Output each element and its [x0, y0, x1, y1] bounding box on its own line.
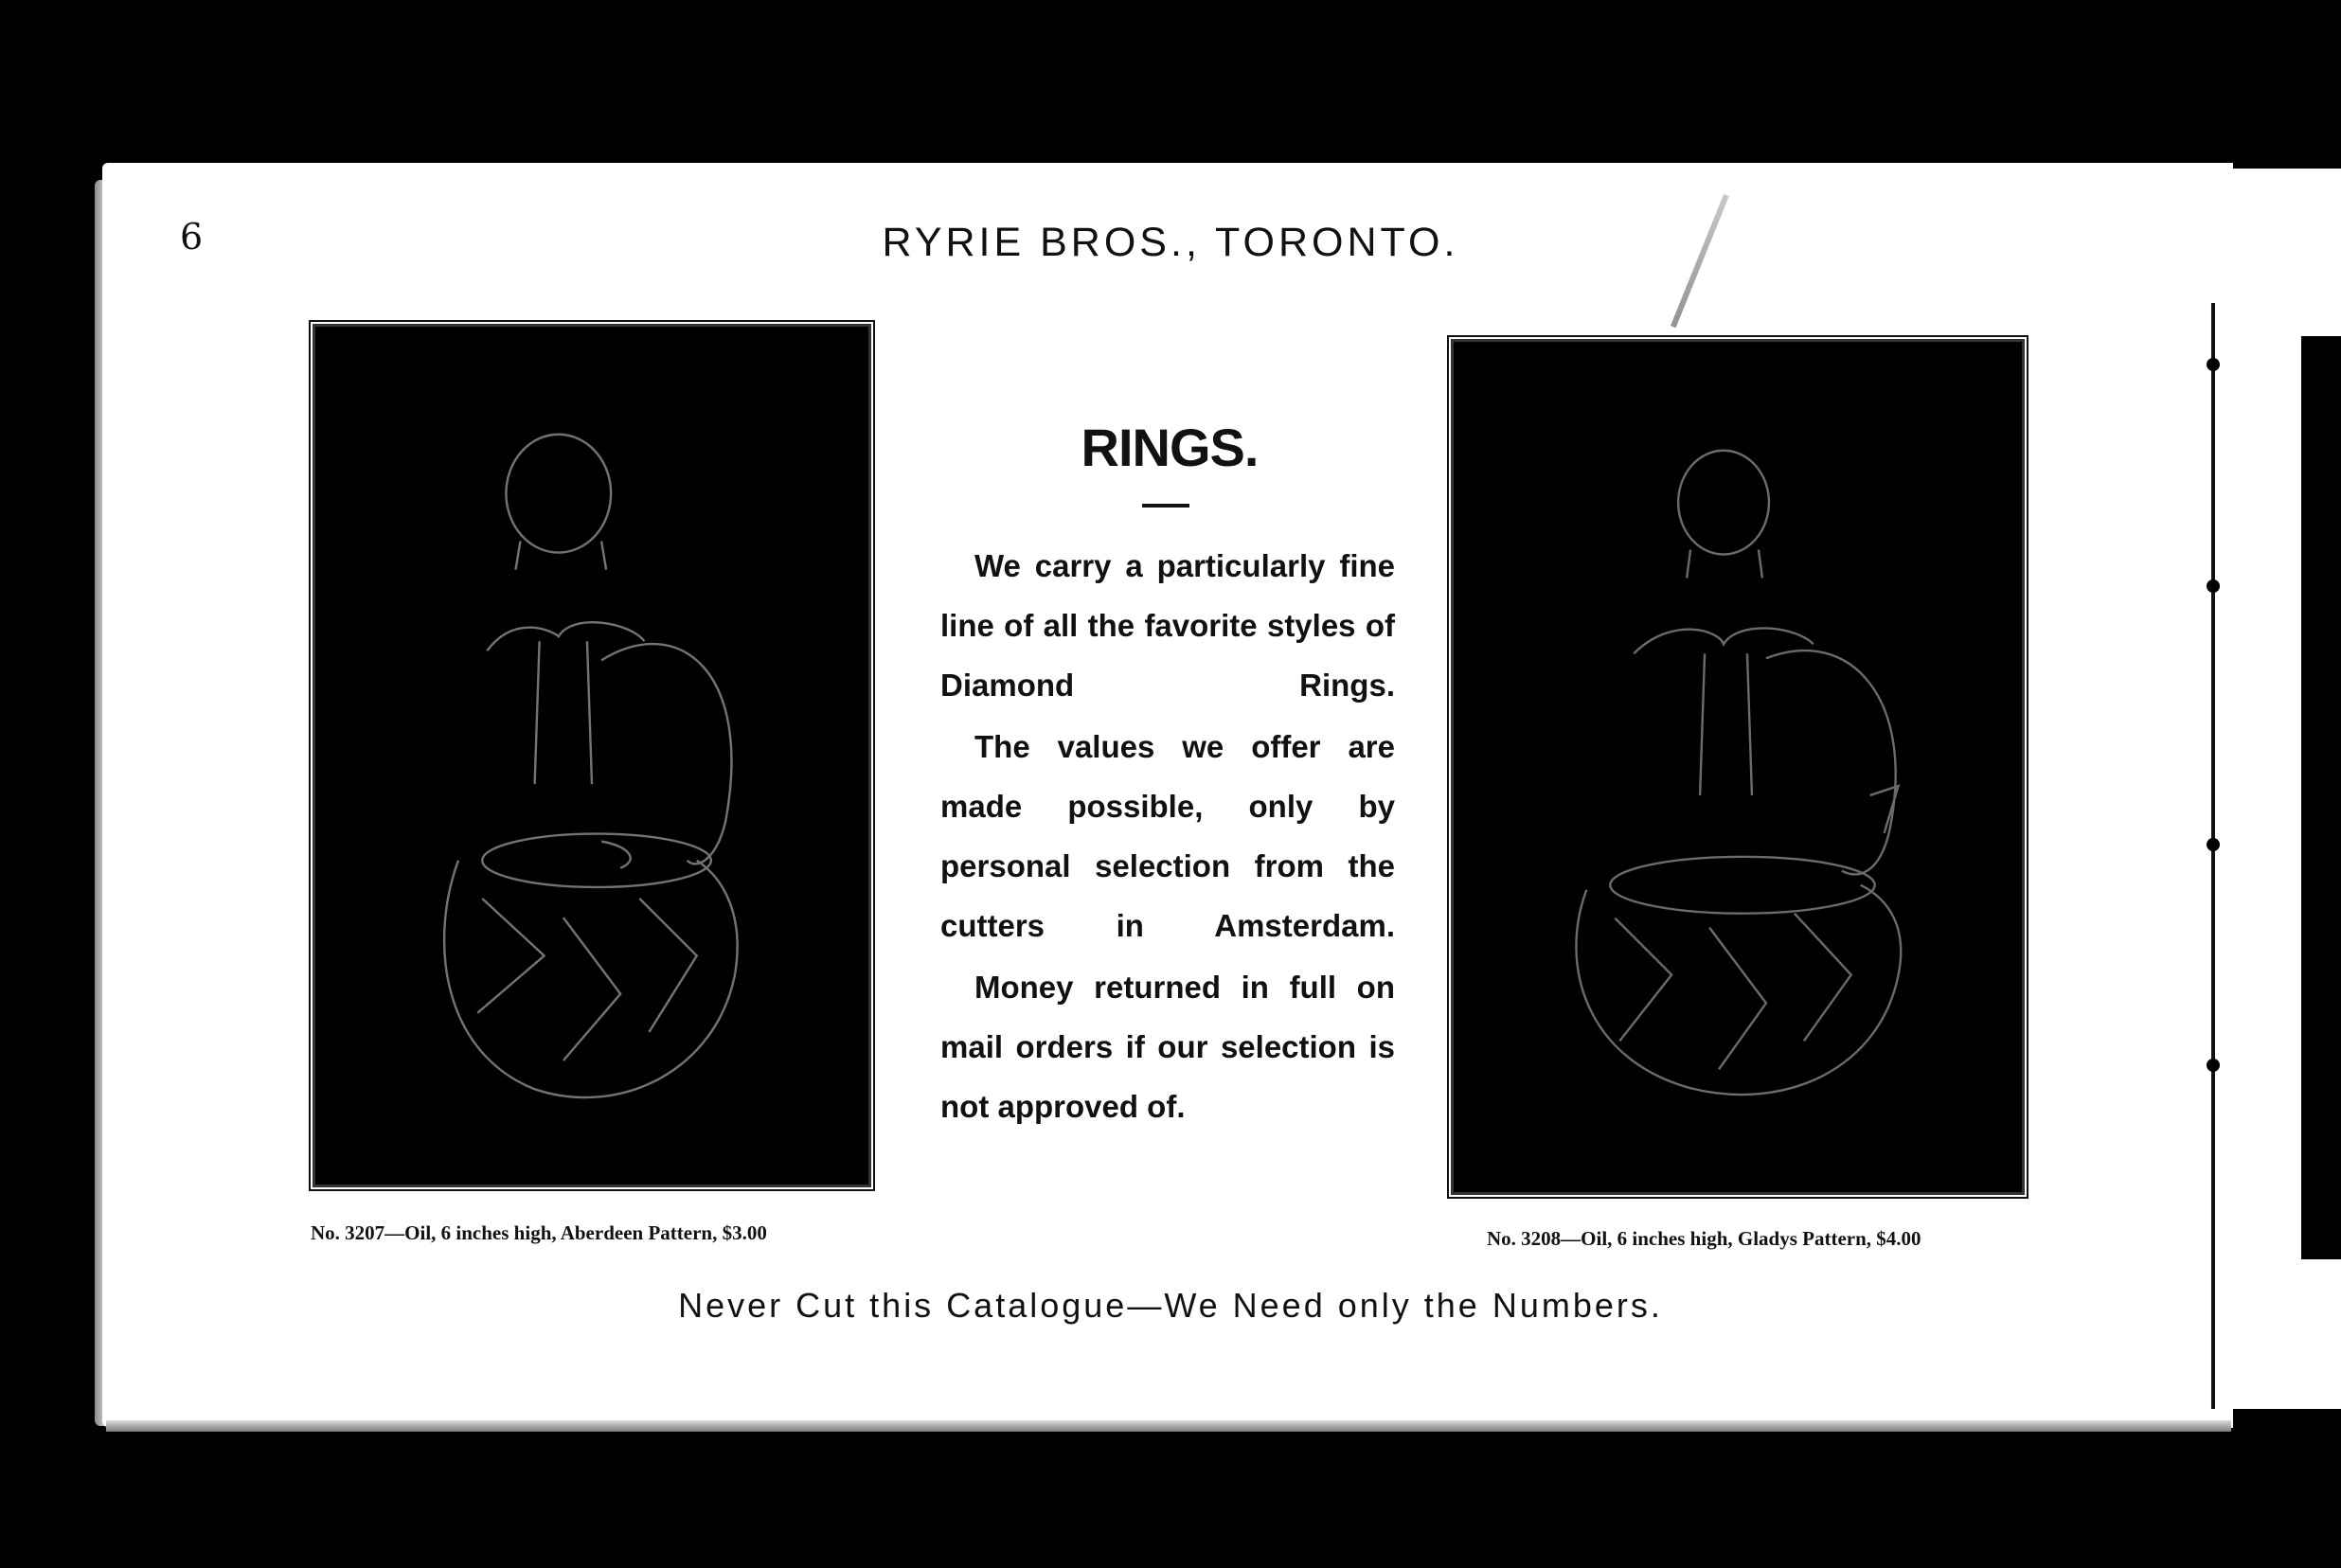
article-title: RINGS. — [1081, 418, 1259, 477]
article-paragraph: We carry a particularly fine line of all the favorite styles of Diamond Rings. — [940, 548, 1395, 703]
page-header: RYRIE BROS., TORONTO. — [882, 220, 1459, 265]
article-paragraph: The values we offer are made possible, only by personal selection from the cutters in Amsterdam. — [940, 729, 1395, 943]
binding-stitch — [2207, 579, 2220, 593]
page-footer-notice: Never Cut this Catalogue—We Need only the Numbers. — [678, 1286, 1663, 1325]
title-divider — [1142, 504, 1189, 508]
binding-stitch — [2207, 838, 2220, 851]
product-caption-3208: No. 3208—Oil, 6 inches high, Gladys Pattern, $4.00 — [1487, 1227, 1921, 1250]
product-photo-aberdeen-oil-cruet — [313, 324, 871, 1187]
facing-page-photo — [2301, 336, 2341, 1259]
oil-cruet-illustration — [315, 327, 868, 1185]
binding-stitch — [2207, 358, 2220, 371]
page-bottom-edge — [106, 1420, 2231, 1432]
product-photo-gladys-oil-cruet — [1451, 339, 2025, 1195]
article-body — [940, 536, 1395, 1138]
binding-stitch — [2207, 1059, 2220, 1072]
page-number: 6 — [180, 216, 204, 258]
oil-cruet-illustration — [1454, 342, 2022, 1192]
article-paragraph: Money returned in full on mail orders if our selection is not approved of. — [940, 970, 1395, 1124]
binding-gutter — [2211, 303, 2215, 1409]
product-caption-3207: No. 3207—Oil, 6 inches high, Aberdeen Pattern, $3.00 — [311, 1221, 767, 1244]
